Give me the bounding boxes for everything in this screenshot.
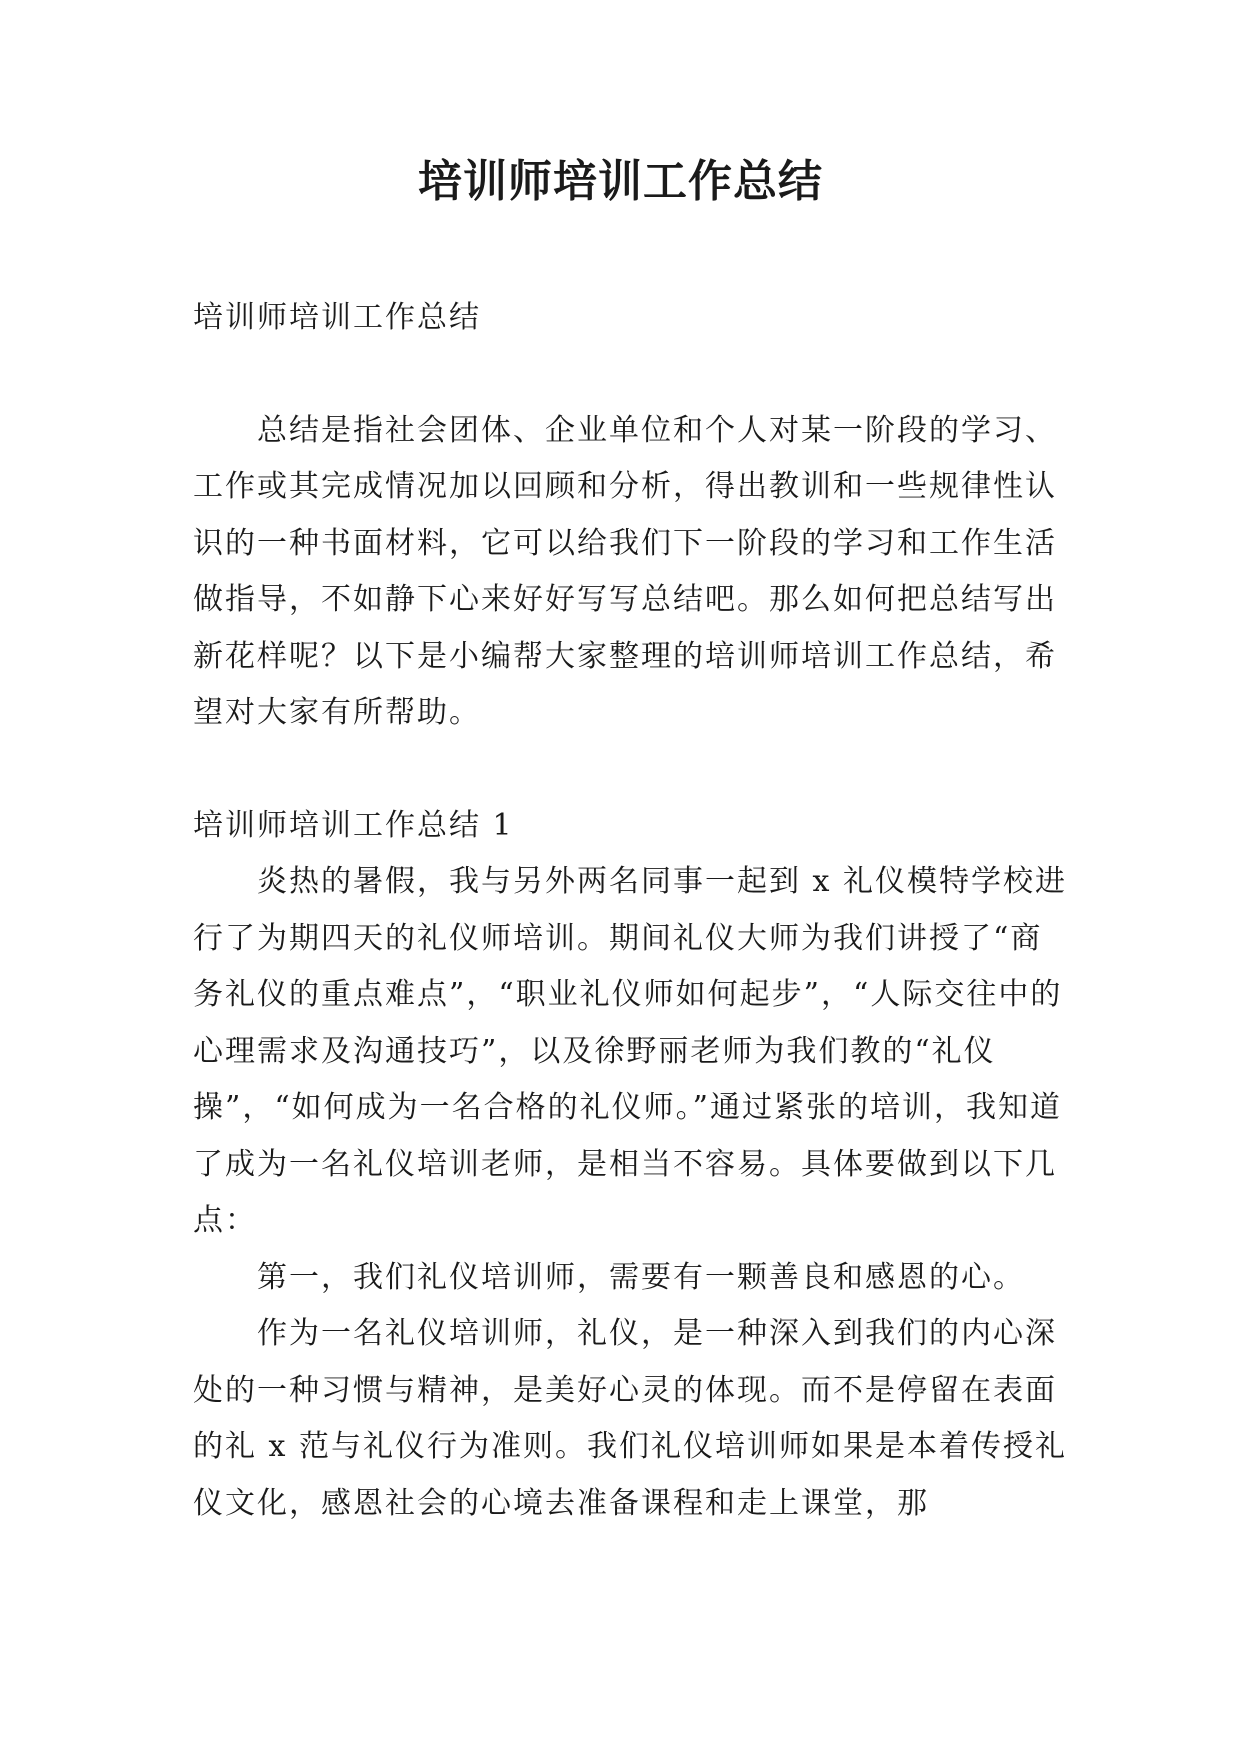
document-body: [193, 290, 1073, 1532]
document-subtitle: 培训师培训工作总结: [193, 300, 481, 335]
body-paragraph-3: 作为一名礼仪培训师，礼仪，是一种深入到我们的内心深处的一种习惯与精神，是美好心灵的体现。而不是停留在表面的礼 x 范与礼仪行为准则。我们礼仪培训师如果是本着传授礼仪文化，感恩社会的心境去准备课程和走上课堂，那: [193, 1316, 1067, 1521]
section-heading: 培训师培训工作总结 1: [193, 807, 514, 843]
intro-paragraph: 总结是指社会团体、企业单位和个人对某一阶段的学习、工作或其完成情况加以回顾和分析，得出教训和一些规律性认识的一种书面材料，它可以给我们下一阶段的学习和工作生活做指导，不如静下心来好好写写总结吧。那么如何把总结写出新花样呢？以下是小编帮大家整理的培训师培训工作总结，希望对大家有所帮助。: [193, 412, 1057, 730]
body-paragraph-1: 炎热的暑假，我与另外两名同事一起到 x 礼仪模特学校进行了为期四天的礼仪师培训。期间礼仪大师为我们讲授了“商务礼仪的重点难点”，“职业礼仪师如何起步”，“人际交往中的心理需求及沟通技巧”，以及徐野丽老师为我们教的“礼仪操”，“如何成为一名合格的礼仪师。”通过紧张的培训，我知道了成为一名礼仪培训老师，是相当不容易。具体要做到以下几点：: [193, 864, 1067, 1238]
body-paragraph-2: 第一，我们礼仪培训师，需要有一颗善良和感恩的心。: [257, 1259, 1025, 1295]
document-title: 培训师培训工作总结: [418, 156, 823, 207]
